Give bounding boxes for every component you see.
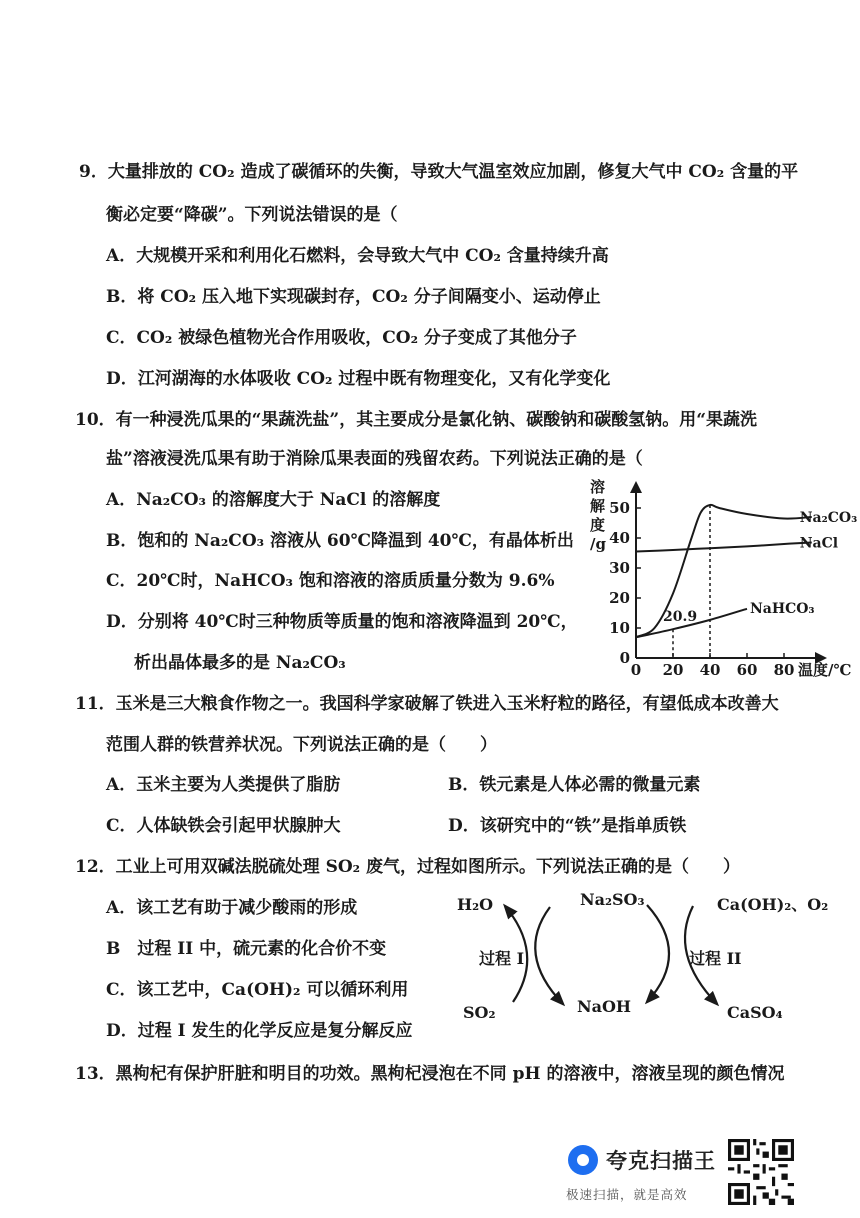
na2so3-label: Na₂SO₃: [580, 890, 645, 909]
so2-label: SO₂: [463, 1003, 496, 1022]
q11-option-b: B．铁元素是人体必需的微量元素: [448, 775, 701, 795]
q12-option-c: C．该工艺中，Ca(OH)₂ 可以循环利用: [106, 980, 409, 1000]
qr-code-icon: [728, 1139, 794, 1205]
q11-stem-line2: 范围人群的铁营养状况。下列说法正确的是（ ）: [106, 735, 497, 755]
caso4-label: CaSO₄: [727, 1003, 783, 1022]
solubility-chart: [588, 478, 860, 683]
x-tick-label: 0: [630, 661, 642, 679]
y-tick-label: 50: [609, 499, 630, 517]
q12-option-b: B 过程 II 中，硫元素的化合价不变: [106, 939, 387, 959]
scanner-watermark: [562, 1135, 802, 1213]
q9-option-a: A．大规模开采和利用化石燃料，会导致大气中 CO₂ 含量持续升高: [106, 246, 609, 266]
series-label-nacl: NaCl: [799, 535, 839, 552]
q10-stem-line1: 10．有一种浸洗瓜果的“果蔬洗盐”，其主要成分是氯化钠、碳酸钠和碳酸氢钠。用“果蔬洗: [75, 410, 757, 430]
y-tick-label: 0: [619, 649, 630, 667]
naoh-label: NaOH: [577, 997, 632, 1016]
y-tick-label: 20: [609, 589, 630, 607]
x-tick-label: 40: [699, 661, 721, 679]
q10-option-d-line2: 析出晶体最多的是 Na₂CO₃: [134, 653, 346, 673]
y-tick-label: 10: [609, 619, 630, 637]
q10-option-a: A．Na₂CO₃ 的溶解度大于 NaCl 的溶解度: [106, 490, 441, 510]
q12-option-d: D．过程 I 发生的化学反应是复分解反应: [106, 1021, 413, 1041]
q12-option-a: A．该工艺有助于减少酸雨的形成: [106, 898, 358, 918]
x-axis-label: 温度/℃: [798, 661, 852, 679]
series-label-nahco3: NaHCO₃: [750, 600, 815, 617]
y-axis-label: 度: [590, 516, 606, 534]
h2o-label: H₂O: [457, 895, 494, 914]
x-tick-label: 60: [736, 661, 758, 679]
q11-stem-line1: 11．玉米是三大粮食作物之一。我国科学家破解了铁进入玉米籽粒的路径，有望低成本改善大: [75, 694, 779, 714]
y-axis-label: /g: [590, 535, 606, 553]
process-1-right-arrow: [535, 907, 563, 1004]
x-tick-label: 20: [662, 661, 684, 679]
x-tick-label: 80: [773, 661, 795, 679]
q11-option-d: D．该研究中的“铁”是指单质铁: [448, 816, 687, 836]
y-axis-label: 解: [590, 497, 606, 515]
desulfurization-cycle-diagram: [455, 882, 850, 1032]
scanner-logo-icon: [568, 1145, 598, 1175]
process-1-label: 过程 I: [479, 949, 525, 968]
q10-stem-line2: 盐”溶液浸洗瓜果有助于消除瓜果表面的残留农药。下列说法正确的是（: [106, 449, 643, 469]
q9-option-d: D．江河湖海的水体吸收 CO₂ 过程中既有物理变化，又有化学变化: [106, 369, 611, 389]
q13-stem: 13．黑枸杞有保护肝脏和明目的功效。黑枸杞浸泡在不同 pH 的溶液中，溶液呈现的颜色情况: [75, 1064, 785, 1084]
process-2-left-arrow: [647, 905, 669, 1002]
q9-stem-line2: 衡必定要“降碳”。下列说法错误的是（: [106, 205, 398, 225]
scanner-brand-name: 夸克扫描王: [606, 1149, 716, 1173]
annotation-20-9: 20.9: [663, 609, 698, 626]
q12-stem: 12．工业上可用双碱法脱硫处理 SO₂ 废气，过程如图所示。下列说法正确的是（ ）: [75, 857, 741, 877]
q10-option-c: C．20℃时，NaHCO₃ 饱和溶液的溶质质量分数为 9.6%: [106, 571, 555, 591]
y-axis-label: 溶: [590, 478, 606, 496]
y-tick-label: 30: [609, 559, 630, 577]
q11-option-c: C．人体缺铁会引起甲状腺肿大: [106, 816, 341, 836]
series-label-na2co3: Na₂CO₃: [799, 510, 858, 526]
q10-option-b: B．饱和的 Na₂CO₃ 溶液从 60℃降温到 40℃，有晶体析出: [106, 531, 574, 551]
caoh2-o2-label: Ca(OH)₂、O₂: [717, 895, 829, 914]
q11-option-a: A．玉米主要为人类提供了脂肪: [106, 775, 341, 795]
scanner-slogan: 极速扫描，就是高效: [566, 1187, 688, 1202]
q9-option-c: C．CO₂ 被绿色植物光合作用吸收，CO₂ 分子变成了其他分子: [106, 328, 577, 348]
q10-option-d-line1: D．分别将 40℃时三种物质等质量的饱和溶液降温到 20℃，: [106, 612, 578, 632]
series-nacl-line: [636, 543, 812, 552]
q9-option-b: B．将 CO₂ 压入地下实现碳封存，CO₂ 分子间隔变小、运动停止: [106, 287, 601, 307]
process-2-label: 过程 II: [689, 949, 742, 968]
y-tick-label: 40: [609, 529, 630, 547]
q9-stem-line1: 9．大量排放的 CO₂ 造成了碳循环的失衡，导致大气温室效应加剧，修复大气中 CO₂ 含量的平: [79, 162, 799, 182]
